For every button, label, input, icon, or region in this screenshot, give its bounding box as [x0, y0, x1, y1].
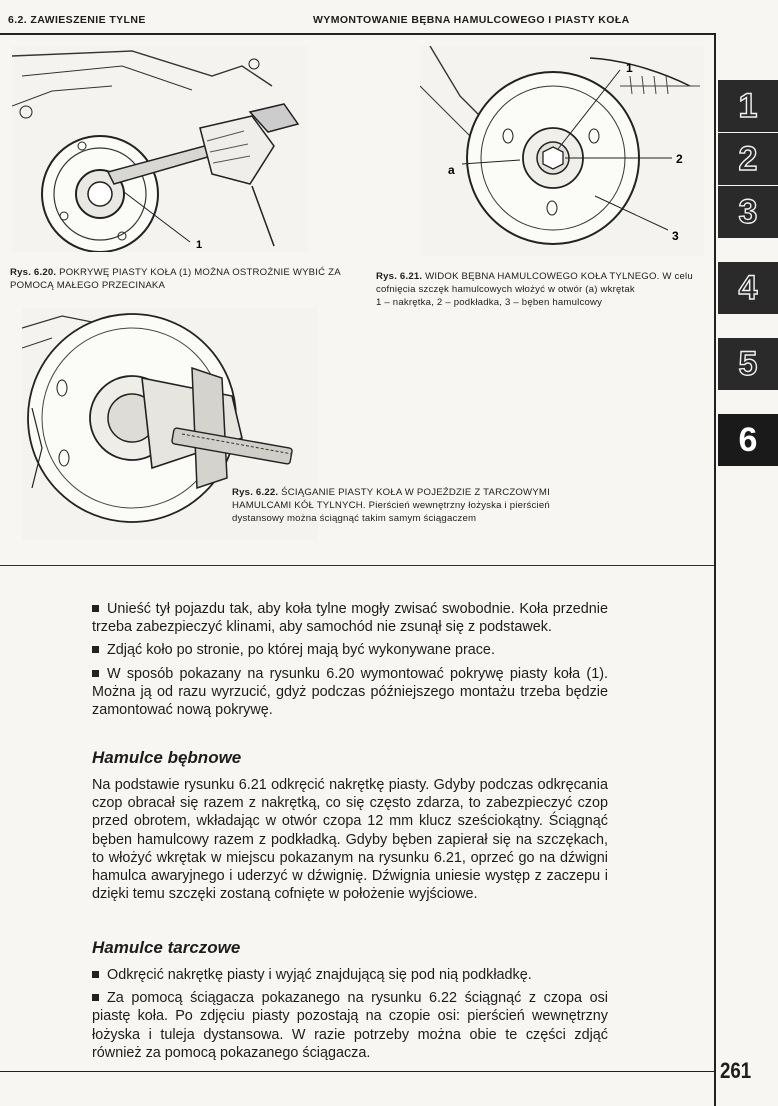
drum-brakes-paragraph: Na podstawie rysunku 6.21 odkręcić nakrętkę piasty. Gdyby podczas odkręcania czop obracał się razem z nakrętką, co się często zdarza, to zabezpieczyć czop przed obrotem, wkładając w otwór czopa 12 mm klucz sześciokątny. Ściągnąć bęben hamulcowy razem z podkładką. Gdyby bęben zapierał się na szczękach, to włożyć wkrętak w miejscu pokazanym na rysunku 6.21, oprzeć go na dźwigni hamulca awaryjnego i uderzyć w dźwignię. Dźwignia uniesie występ z zaczepu i dzięki temu szczęki zostaną cofnięte w położenie wyjściowe. [92, 777, 608, 903]
chapter-tab-3[interactable]: 3 [718, 186, 778, 238]
figure-6-22-number: Rys. 6.22. [232, 487, 279, 498]
figure-6-21-legend: 1 – nakrętka, 2 – podkładka, 3 – bęben hamulcowy [376, 297, 603, 308]
bullet-marker [92, 646, 99, 653]
bullet-marker [92, 971, 99, 978]
intro-bullet-3: W sposób pokazany na rysunku 6.20 wymontować pokrywę piasty koła (1). Można ją od razu wyrzucić, gdyż podczas późniejszego montażu trzeba będzie zamontować nową pokrywę. [92, 665, 608, 719]
svg-text:2: 2 [676, 152, 683, 166]
figure-6-21-caption-extra: W celu cofnięcia szczęk hamulcowych włożyć w otwór (a) wkrętak [376, 271, 693, 295]
bullet-marker [92, 605, 99, 612]
svg-text:1: 1 [626, 61, 633, 75]
footer-rule [0, 1071, 716, 1072]
figure-6-20-number: Rys. 6.20. [10, 267, 57, 278]
page-header-title: WYMONTOWANIE BĘBNA HAMULCOWEGO I PIASTY KOŁA [313, 14, 630, 26]
figure-6-21-illustration [420, 46, 704, 256]
bullet-marker [92, 994, 99, 1001]
section-header: 6.2. ZAWIESZENIE TYLNE [8, 14, 146, 26]
figure-6-22-caption [232, 486, 568, 525]
bullet-marker [92, 670, 99, 677]
heading-drum-brakes: Hamulce bębnowe [92, 748, 242, 767]
figure-6-22-caption-text: ŚCIĄGANIE PIASTY KOŁA W POJEŹDZIE Z TARCZOWYMI HAMULCAMI KÓŁ TYLNYCH. [232, 487, 550, 511]
disc-bullet-2: Za pomocą ściągacza pokazanego na rysunku 6.22 ściągnąć z czopa osi piastę koła. Po zdjęciu piasty pozostają na czopie osi: pierścień wewnętrzny łożyska i tuleja dystansowa. W razie potrzeby można obie te części zdjąć również za pomocą pokazanego ściągacza. [92, 990, 608, 1061]
chapter-tab-1[interactable]: 1 [718, 80, 778, 132]
figure-6-20-illustration [12, 46, 308, 252]
intro-bullet-2: Zdjąć koło po stronie, po której mają być wykonywane prace. [92, 641, 608, 659]
figure-6-20-caption [10, 266, 350, 292]
svg-text:3: 3 [672, 229, 679, 243]
figure-6-21-caption [376, 270, 706, 309]
svg-text:a: a [448, 163, 455, 177]
chapter-tab-5[interactable]: 5 [718, 338, 778, 390]
figures-divider [0, 565, 714, 566]
right-margin-rule [714, 33, 716, 1106]
figure-6-22-caption-extra: Pierścień wewnętrzny łożyska i pierścień dystansowy można ściągnąć takim samym ściągaczem [232, 500, 550, 524]
page-number: 261 [720, 1058, 752, 1083]
svg-text:1: 1 [196, 239, 203, 251]
header-rule [0, 33, 716, 35]
figure-6-21-caption-text: WIDOK BĘBNA HAMULCOWEGO KOŁA TYLNEGO. [425, 271, 660, 282]
figure-6-21-number: Rys. 6.21. [376, 271, 423, 282]
figure-6-20-caption-text: POKRYWĘ PIASTY KOŁA (1) MOŻNA OSTROŻNIE WYBIĆ ZA POMOCĄ MAŁEGO PRZECINAKA [10, 267, 341, 291]
intro-bullet-1: Unieść tył pojazdu tak, aby koła tylne mogły zwisać swobodnie. Koła przednie trzeba zabezpieczyć klinami, aby samochód nie zsunął się z podstawek. [92, 601, 608, 636]
disc-brakes-bullets [92, 966, 608, 1067]
intro-bullets [92, 600, 608, 724]
heading-disc-brakes: Hamulce tarczowe [92, 938, 241, 957]
disc-bullet-1: Odkręcić nakrętkę piasty i wyjąć znajdującą się pod nią podkładkę. [92, 966, 608, 984]
chapter-tab-6-active[interactable]: 6 [718, 414, 778, 466]
chapter-tab-2[interactable]: 2 [718, 133, 778, 185]
chapter-tab-4[interactable]: 4 [718, 262, 778, 314]
